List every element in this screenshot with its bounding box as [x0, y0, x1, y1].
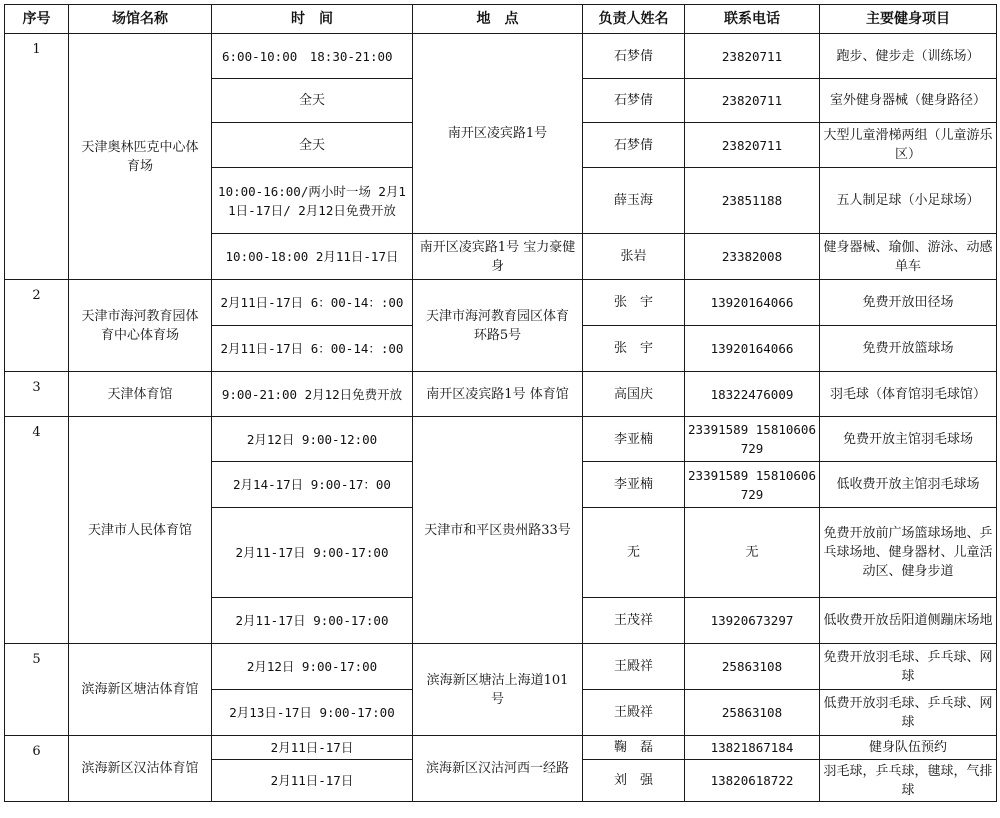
row-no: 3 — [5, 372, 69, 417]
row-no: 2 — [5, 280, 69, 372]
venue-name: 滨海新区汉沽体育馆 — [69, 736, 212, 802]
person-cell: 石梦倩 — [583, 34, 685, 79]
time-cell: 2月13日-17日 9:00-17:00 — [212, 690, 413, 736]
person-cell: 鞠 磊 — [583, 736, 685, 760]
venue-schedule-table — [4, 4, 997, 802]
person-cell: 王茂祥 — [583, 598, 685, 644]
project-cell: 免费开放田径场 — [820, 280, 997, 326]
time-cell: 9:00-21:00 2月12日免费开放 — [212, 372, 413, 417]
location-cell: 天津市和平区贵州路33号 — [413, 417, 583, 644]
time-cell: 2月11日-17日 6：00-14：:00 — [212, 326, 413, 372]
person-cell: 高国庆 — [583, 372, 685, 417]
person-cell: 薛玉海 — [583, 168, 685, 234]
header-row — [5, 5, 997, 34]
time-cell: 2月11日-17日 — [212, 760, 413, 802]
time-cell: 2月14-17日 9:00-17：00 — [212, 462, 413, 508]
table-row — [5, 417, 997, 462]
project-cell: 大型儿童滑梯两组（儿童游乐区） — [820, 123, 997, 168]
location-cell: 南开区凌宾路1号 宝力豪健身 — [413, 234, 583, 280]
phone-cell: 18322476009 — [685, 372, 820, 417]
person-cell: 张 宇 — [583, 326, 685, 372]
person-cell: 石梦倩 — [583, 123, 685, 168]
phone-cell: 13821867184 — [685, 736, 820, 760]
header-phone: 联系电话 — [685, 5, 820, 34]
project-cell: 低费开放羽毛球、乒乓球、网球 — [820, 690, 997, 736]
project-cell: 免费开放前广场篮球场地、乒乓球场地、健身器材、儿童活动区、健身步道 — [820, 508, 997, 598]
project-cell: 免费开放主馆羽毛球场 — [820, 417, 997, 462]
table-row — [5, 644, 997, 690]
phone-cell: 23382008 — [685, 234, 820, 280]
header-location: 地 点 — [413, 5, 583, 34]
phone-cell: 13920164066 — [685, 280, 820, 326]
time-cell: 2月12日 9:00-17:00 — [212, 644, 413, 690]
phone-cell: 25863108 — [685, 644, 820, 690]
location-cell: 滨海新区汉沽河西一经路 — [413, 736, 583, 802]
phone-cell: 23820711 — [685, 123, 820, 168]
phone-cell: 23820711 — [685, 79, 820, 123]
row-no: 4 — [5, 417, 69, 644]
phone-cell: 23391589 15810606729 — [685, 462, 820, 508]
project-cell: 免费开放羽毛球、乒乓球、网球 — [820, 644, 997, 690]
project-cell: 羽毛球（体育馆羽毛球馆） — [820, 372, 997, 417]
header-venue-name: 场馆名称 — [69, 5, 212, 34]
person-cell: 刘 强 — [583, 760, 685, 802]
person-cell: 张 宇 — [583, 280, 685, 326]
time-cell: 2月11-17日 9:00-17:00 — [212, 598, 413, 644]
phone-cell: 13920164066 — [685, 326, 820, 372]
time-cell: 全天 — [212, 123, 413, 168]
project-cell: 健身器械、瑜伽、游泳、动感单车 — [820, 234, 997, 280]
row-no: 1 — [5, 34, 69, 280]
person-cell: 李亚楠 — [583, 417, 685, 462]
project-cell: 低收费开放岳阳道侧蹦床场地 — [820, 598, 997, 644]
table-row — [5, 372, 997, 417]
phone-cell: 25863108 — [685, 690, 820, 736]
project-cell: 低收费开放主馆羽毛球场 — [820, 462, 997, 508]
project-cell: 五人制足球（小足球场） — [820, 168, 997, 234]
location-cell: 南开区凌宾路1号 体育馆 — [413, 372, 583, 417]
person-cell: 王殿祥 — [583, 690, 685, 736]
phone-cell: 23820711 — [685, 34, 820, 79]
header-project: 主要健身项目 — [820, 5, 997, 34]
row-no: 6 — [5, 736, 69, 802]
location-cell: 南开区凌宾路1号 — [413, 34, 583, 234]
venue-name: 天津市人民体育馆 — [69, 417, 212, 644]
location-cell: 天津市海河教育园区体育环路5号 — [413, 280, 583, 372]
person-cell: 张岩 — [583, 234, 685, 280]
time-cell: 2月12日 9:00-12:00 — [212, 417, 413, 462]
phone-cell: 13920673297 — [685, 598, 820, 644]
phone-cell: 23851188 — [685, 168, 820, 234]
project-cell: 健身队伍预约 — [820, 736, 997, 760]
project-cell: 免费开放篮球场 — [820, 326, 997, 372]
person-cell: 王殿祥 — [583, 644, 685, 690]
location-cell: 滨海新区塘沽上海道101号 — [413, 644, 583, 736]
person-cell: 无 — [583, 508, 685, 598]
table-header — [5, 5, 997, 34]
row-no: 5 — [5, 644, 69, 736]
project-cell: 跑步、健步走（训练场） — [820, 34, 997, 79]
project-cell: 室外健身器械（健身路径） — [820, 79, 997, 123]
table-row — [5, 736, 997, 760]
time-cell: 10:00-16:00/两小时一场 2月11日-17日/ 2月12日免费开放 — [212, 168, 413, 234]
time-cell: 全天 — [212, 79, 413, 123]
header-no: 序号 — [5, 5, 69, 34]
venue-name: 天津奥林匹克中心体育场 — [69, 34, 212, 280]
phone-cell: 无 — [685, 508, 820, 598]
venue-name: 天津市海河教育园体育中心体育场 — [69, 280, 212, 372]
table-row — [5, 280, 997, 326]
table-row — [5, 34, 997, 79]
time-cell: 2月11日-17日 — [212, 736, 413, 760]
project-cell: 羽毛球，乒乓球，毽球，气排球 — [820, 760, 997, 802]
phone-cell: 23391589 15810606729 — [685, 417, 820, 462]
time-cell: 6:00-10:00 18:30-21:00 — [212, 34, 413, 79]
header-person: 负责人姓名 — [583, 5, 685, 34]
phone-cell: 13820618722 — [685, 760, 820, 802]
header-time: 时 间 — [212, 5, 413, 34]
table-body — [5, 34, 997, 802]
venue-name: 滨海新区塘沽体育馆 — [69, 644, 212, 736]
person-cell: 李亚楠 — [583, 462, 685, 508]
person-cell: 石梦倩 — [583, 79, 685, 123]
time-cell: 2月11-17日 9:00-17:00 — [212, 508, 413, 598]
venue-name: 天津体育馆 — [69, 372, 212, 417]
time-cell: 10:00-18:00 2月11日-17日 — [212, 234, 413, 280]
time-cell: 2月11日-17日 6：00-14：:00 — [212, 280, 413, 326]
